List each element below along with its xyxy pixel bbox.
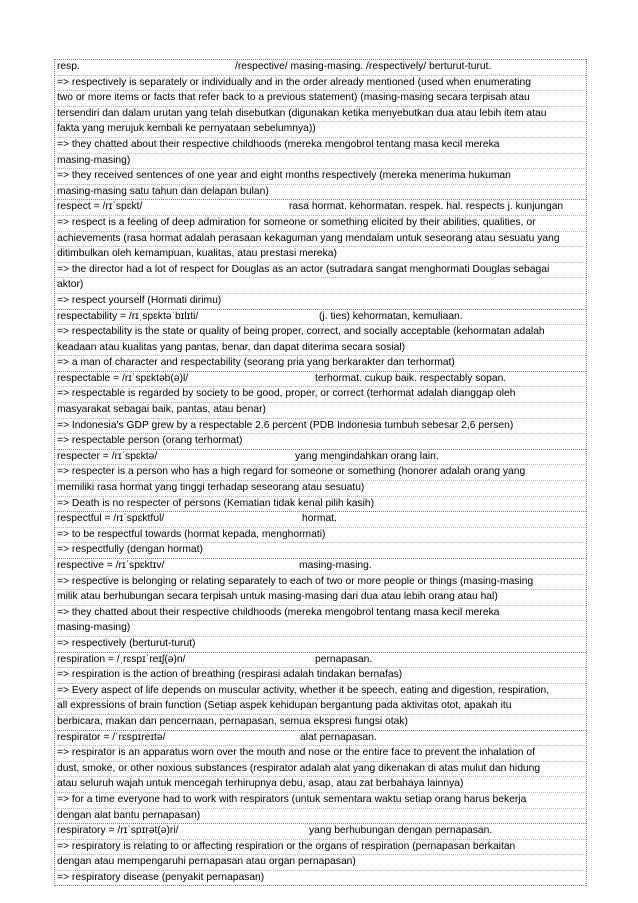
dictionary-entry	[55, 823, 586, 886]
entry-translation: (j. ties) kehormatan, kemuliaan.	[319, 310, 463, 322]
entry-definition-line: fakta yang merujuk kembali ke pernyataan sebelumnya))	[55, 122, 586, 138]
entry-definition-line: memiliki rasa hormat yang tinggi terhadap seseorang atau sesuatu)	[55, 481, 586, 497]
entry-definition-line: => for a time everyone had to work with respirators (untuk sementara waktu setiap orang harus bekerja	[55, 793, 586, 809]
entry-term: resp.	[57, 61, 80, 72]
dictionary-entry	[55, 309, 586, 371]
dictionary-entry	[55, 59, 586, 199]
entry-headword-line	[55, 310, 586, 326]
entry-definition-line: => they chatted about their respective childhoods (mereka mengobrol tentang masa kecil mereka	[55, 138, 586, 154]
entry-definition-line: atau seluruh wajah untuk mencegah terhirupnya debu, asap, atau zat berbahaya lainnya)	[55, 777, 586, 793]
entry-headword-line	[55, 200, 586, 216]
entry-headword-line	[55, 824, 586, 840]
entry-definition-line: masing-masing satu tahun dan delapan bulan)	[57, 185, 269, 197]
entry-translation: yang mengindahkan orang lain.	[295, 450, 439, 462]
entry-definition-line: => respect yourself (Hormati dirimu)	[57, 294, 222, 306]
entry-term: respect = /rɪˈspɛkt/	[57, 201, 143, 213]
entry-definition-line: achievements (rasa hormat adalah perasaan kekaguman yang mendalam untuk seseorang atau sesuatu yang	[55, 232, 586, 248]
entry-definition-line: two or more items or facts that refer back to a previous statement) (masing-masing secara terpisah atau	[55, 91, 586, 107]
entry-translation: alat pernapasan.	[300, 731, 377, 743]
entry-definition-line: => respectfully (dengan hormat)	[57, 544, 203, 556]
entry-translation: pernapasan.	[315, 653, 373, 665]
entry-definition-line: => Indonesia's GDP grew by a respectable 2.6 percent (PDB Indonesia tumbuh sebesar 2,6 persen)	[55, 419, 586, 435]
entry-definition-line: => the director had a lot of respect for Douglas as an actor (sutradara sangat menghormati Douglas sebagai	[55, 263, 586, 279]
entry-definition-line: keadaan atau kualitas yang pantas, benar, dan dapat diterima secara sosial)	[55, 341, 586, 357]
entry-translation: masing-masing.	[299, 560, 372, 571]
entry-term: respectful = /rɪˈspɛktfʊl/	[57, 513, 165, 525]
entry-definition-line: => respiratory disease (penyakit pernapasan)	[57, 871, 265, 883]
entry-definition-line: => respiratory is relating to or affecting respiration or the organs of respiration (pernapasan berkaitan	[55, 840, 586, 856]
dictionary-entry	[55, 558, 586, 652]
dictionary-entry	[55, 730, 586, 824]
entry-headword-line	[55, 450, 586, 466]
entry-definition-line: => they chatted about their respective childhoods (mereka mengobrol tentang masa kecil mereka	[55, 606, 586, 622]
entry-definition-line: berbicara, makan dan pencernaan, pernapasan, semua ekspresi fungsi otak)	[57, 715, 408, 727]
entry-definition-line: dengan atau mempengaruhi pernapasan atau organ pernapasan)	[55, 855, 586, 871]
entry-term: respective = /rɪˈspɛktɪv/	[57, 560, 165, 571]
entry-definition-line: => to be respectful towards (hormat kepada, menghormati)	[55, 528, 586, 544]
entry-definition-line: => respectability is the state or quality of being proper, correct, and socially acceptable (kehormatan adalah	[55, 325, 586, 341]
entry-definition-line: masing-masing)	[55, 621, 586, 637]
entry-definition-line: milik atau berhubungan secara terpisah untuk masing-masing dari dua atau lebih orang atau hal)	[55, 590, 586, 606]
entry-headword-line	[55, 653, 586, 669]
entry-definition-line: dust, smoke, or other noxious substances (respirator adalah alat yang dikenakan di atas mulut dan hidung	[55, 762, 586, 778]
entry-term: respirator = /ˈrɛspɪreɪtə/	[57, 731, 166, 743]
entry-definition-line: => respecter is a person who has a high regard for someone or something (honorer adalah orang yang	[55, 465, 586, 481]
entry-definition-line: => respect is a feeling of deep admiration for someone or something elicited by their abilities, qualities, or	[55, 216, 586, 232]
entry-definition-line: => respectable is regarded by society to be good, proper, or correct (terhormat adalah dianggap oleh	[55, 387, 586, 403]
dictionary-entry	[55, 449, 586, 511]
entry-term: respiratory = /rɪˈspɪrət(ə)ri/	[57, 825, 179, 837]
entry-definition-line: aktor)	[55, 278, 586, 294]
dictionary-document	[54, 59, 587, 886]
entry-term: respiration = /ˌrɛspɪˈreɪʃ(ə)n/	[57, 653, 186, 665]
entry-translation: hormat.	[302, 513, 337, 525]
entry-definition-line: masyarakat sebagai baik, pantas, atau benar)	[55, 403, 586, 419]
entry-headword-line	[55, 512, 586, 528]
dictionary-entry	[55, 199, 586, 308]
entry-definition-line: masing-masing)	[55, 154, 586, 170]
entry-definition-line: => a man of character and respectability (seorang pria yang berkarakter dan terhormat)	[57, 357, 455, 369]
entry-definition-line: ditimbulkan oleh kemampuan, kualitas, atau prestasi mereka)	[55, 247, 586, 263]
entry-term: respectability = /rɪˌspɛktəˈbɪlɪti/	[57, 310, 199, 322]
dictionary-entry	[55, 652, 586, 730]
entry-term: respecter = /rɪˈspɛktə/	[57, 450, 158, 462]
entry-definition-line: dengan alat bantu pernapasan)	[57, 809, 201, 821]
dictionary-entry	[55, 511, 586, 558]
entry-definition-line: => Death is no respecter of persons (Kematian tidak kenal pilih kasih)	[57, 497, 375, 509]
entry-definition-line: => respectively is separately or individually and in the order already mentioned (used when enumerating	[55, 76, 586, 92]
entry-translation: terhormat. cukup baik. respectably sopan.	[315, 372, 507, 384]
entry-headword-line	[55, 372, 586, 388]
entry-translation: rasa hormat. kehormatan. respek. hal. respects j. kunjungan	[289, 201, 564, 213]
entry-definition-line: => respective is belonging or relating separately to each of two or more people or things (masing-masing	[55, 575, 586, 591]
entry-definition-line: => Every aspect of life depends on muscular activity, whether it be speech, eating and digestion, respiration,	[55, 684, 586, 700]
entry-definition-line: => respectable person (orang terhormat)	[57, 435, 243, 447]
entry-definition-line: all expressions of brain function (Setiap aspek kehidupan bergantung pada aktivitas otot, apakah itu	[55, 699, 586, 715]
entry-definition-line: => respirator is an apparatus worn over the mouth and nose or the entire face to prevent the inhalation of	[55, 746, 586, 762]
entry-translation: /respective/ masing-masing. /respectively/ berturut-turut.	[235, 61, 492, 72]
entry-definition-line: => they received sentences of one year and eight months respectively (mereka menerima hukuman	[55, 169, 586, 185]
entry-headword-line	[55, 559, 586, 575]
entry-definition-line: tersendiri dan dalam urutan yang telah disebutkan (digunakan ketika menyebutkan dua atau lebih item atau	[55, 107, 586, 123]
entry-definition-line: => respectively (berturut-turut)	[57, 637, 196, 649]
entry-definition-line: => respiration is the action of breathing (respirasi adalah tindakan bernafas)	[55, 668, 586, 684]
dictionary-entry	[55, 371, 586, 449]
entry-headword-line	[55, 731, 586, 747]
entry-headword-line	[55, 60, 586, 76]
entry-term: respectable = /rɪˈspɛktəb(ə)l/	[57, 372, 189, 384]
entry-translation: yang berhubungan dengan pernapasan.	[309, 825, 493, 837]
